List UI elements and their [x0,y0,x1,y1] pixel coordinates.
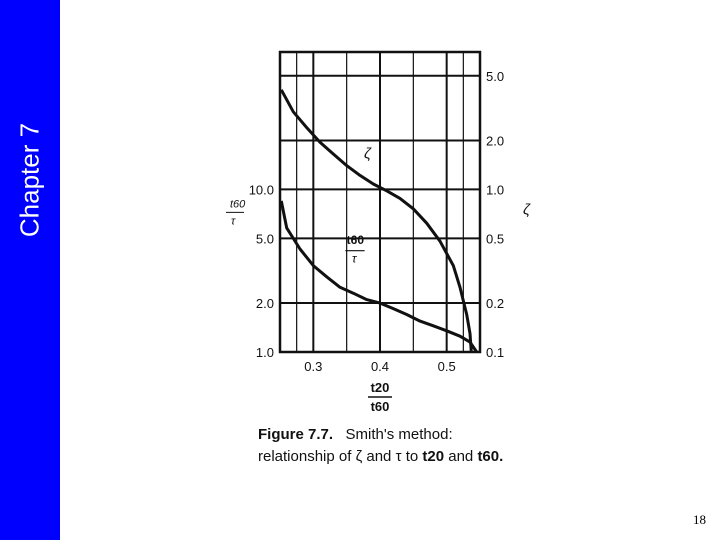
caption-text-b: relationship of [258,448,352,465]
chapter-title: Chapter 7 [14,122,45,238]
xlabel-den: t60 [370,399,390,414]
caption-and-1: and [366,448,392,465]
x-tick-label: 0.3 [304,359,323,374]
caption-and-2: and [448,448,474,465]
right-tick-label: 0.2 [486,296,505,312]
caption-to: to [405,448,419,465]
figure-caption [258,424,503,468]
caption-tau: τ [395,448,402,465]
xlabel-num: t20 [370,380,390,395]
sidebar-band [0,0,60,540]
caption-line-2 [258,446,503,468]
left-tick-label: 5.0 [255,231,274,247]
right-tick-label: 5.0 [486,68,505,84]
left-tick-label: 10.0 [248,182,274,198]
caption-t20: t20 [422,448,445,465]
right-tick-label: 2.0 [486,133,505,149]
right-tick-label: 0.5 [486,231,505,247]
right-tick-label: 0.1 [486,345,505,360]
x-tick-label: 0.5 [437,359,456,374]
smith-method-chart [200,40,540,420]
left-tick-label: 2.0 [255,296,274,312]
right-ylabel: ζ [523,201,530,219]
caption-zeta: ζ [355,448,363,465]
zeta-curve-label: ζ [364,145,371,163]
caption-title: Smith's method: [345,426,453,443]
page-number: 18 [693,512,706,527]
figure-label: Figure 7.7. [258,426,334,443]
left-ylabel-den: τ [231,215,236,228]
caption-t60: t60. [477,448,504,465]
x-tick-label: 0.4 [370,359,390,374]
zeta-curve [281,90,471,352]
t60-curve-label-den: τ [352,251,357,266]
left-ylabel-num: t60 [230,198,246,211]
caption-line-1 [258,424,503,446]
left-tick-label: 1.0 [255,345,274,360]
right-tick-label: 1.0 [486,182,505,198]
t60-curve-label-num: t60 [346,233,365,248]
